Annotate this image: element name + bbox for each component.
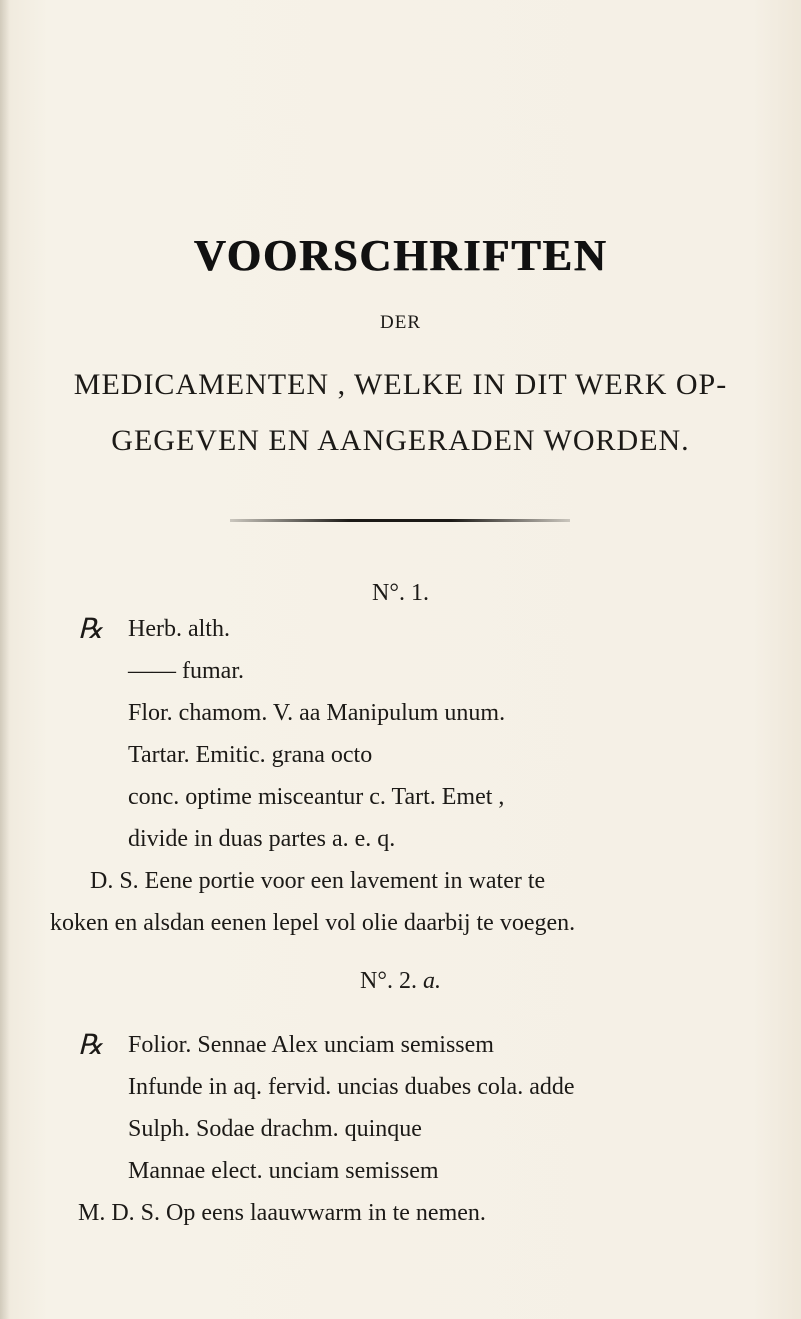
heading-line-2: GEGEVEN EN AANGERADEN WORDEN. (111, 424, 690, 457)
heading-line-1: MEDICAMENTEN , WELKE IN DIT WERK OP- (73, 368, 728, 401)
divider-rule (230, 519, 570, 522)
page-title: VOORSCHRIFTEN (193, 231, 608, 280)
subtitle: DER (380, 312, 421, 333)
recipe-1-line: Flor. chamom. V. aa Manipulum unum. (128, 700, 506, 726)
recipe-1-directions: D. S. Eene portie voor een lavement in water te (90, 868, 546, 894)
recipe-2-line: Sulph. Sodae drachm. quinque (128, 1116, 422, 1142)
recipe-1-directions: koken en alsdan eenen lepel vol olie daarbij te voegen. (50, 910, 576, 936)
recipe-2-symbol: ℞ (78, 1028, 104, 1061)
recipe-2-line: Mannae elect. unciam semissem (128, 1158, 439, 1184)
recipe-1-line: —— fumar. (128, 658, 244, 684)
spine-shadow (0, 0, 10, 1319)
recipe-2-heading (0, 968, 801, 995)
recipe-1-line: Herb. alth. (128, 616, 230, 642)
recipe-1-line: Tartar. Emitic. grana octo (128, 742, 373, 768)
recipe-2-line: Folior. Sennae Alex unciam semissem (128, 1032, 494, 1058)
recipe-2-suffix: a. (422, 968, 441, 994)
recipe-2-line: Infunde in aq. fervid. uncias duabes cola. adde (128, 1074, 575, 1100)
recipe-1-line: conc. optime misceantur c. Tart. Emet , (128, 784, 505, 810)
recipe-1-line: divide in duas partes a. e. q. (128, 826, 396, 852)
recipe-2-number: N°. 2. (360, 968, 417, 994)
recipe-1-number: N°. 1. (372, 580, 429, 606)
recipe-2-directions: M. D. S. Op eens laauwwarm in te nemen. (78, 1200, 486, 1226)
recipe-1-symbol: ℞ (78, 612, 104, 645)
